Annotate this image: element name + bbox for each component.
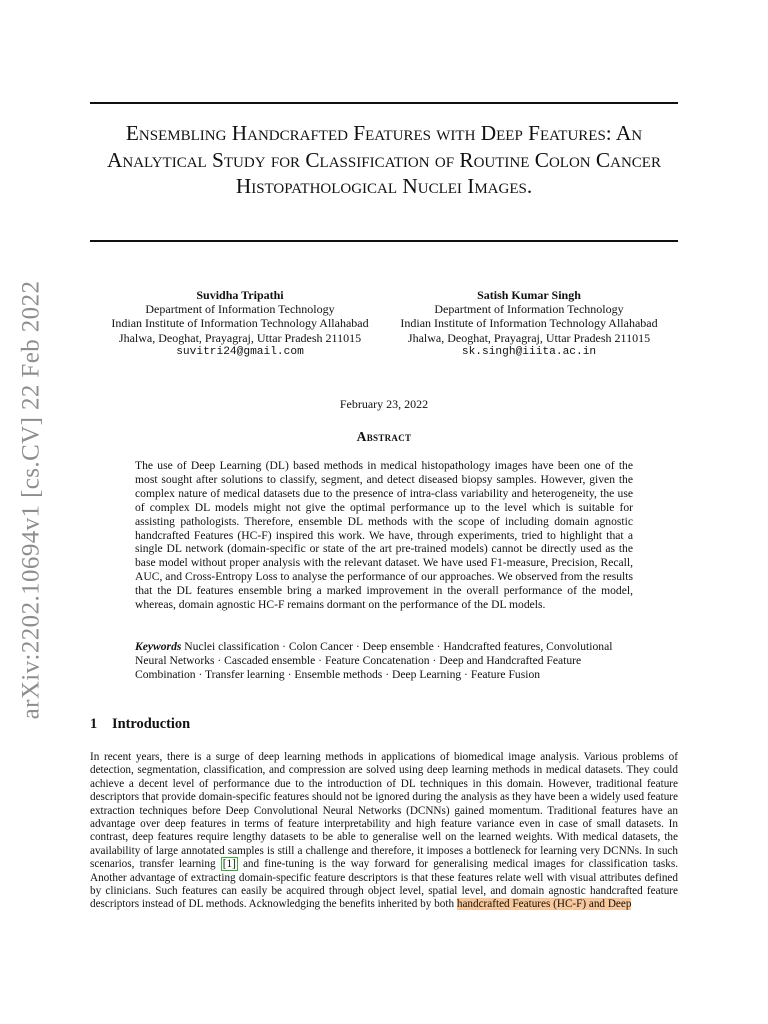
keywords-block <box>135 640 633 682</box>
intro-text-part1: In recent years, there is a surge of deep learning methods in applications of biomedical image analysis. Various problems of detection, segmentation, classification, and compression are solved using deep learning methods in medical datasets. They could achieve a decent level of performance due to the introduction of DL techniques in this domain. However, traditional feature descriptors that provide domain-specific features should not be ignored during the analysis as they have been a widely used feature extraction techniques before Deep Convolutional Neural Networks (DCNNs) gained momentum. Traditional features have an advantage over deep features in terms of feature interpretability and high feature variance even in case of small datasets. In contrast, deep features require lengthy datasets to be able to generalise well on the learned weights. With medical datasets, the availability of large annotated samples is still a challenge and therefore, it imposes a bottleneck for learning very DCNNs. In such scenarios, transfer learning <box>90 751 678 871</box>
intro-paragraph <box>90 751 678 912</box>
keywords-label: Keywords <box>135 640 182 653</box>
arxiv-identifier-text: arXiv:2202.10694v1 [cs.CV] 22 Feb 2022 <box>17 280 44 720</box>
paper-title: Ensembling Handcrafted Features with Deep Features: An Analytical Study for Classification of Routine Colon Cancer Histopathological Nuclei Images. <box>107 121 661 199</box>
section-number: 1 <box>90 716 98 732</box>
author-1-email[interactable]: suvitri24@gmail.com <box>176 345 304 358</box>
intro-text-part2: and fine-tuning is the way forward for generalising medical images for classification tasks. Another advantage of extracting domain-specific feature descriptors is that these features relate well with visual attributes defined by clinicians. Such features can easily be acquired through object level, spatial level, and domain agnostic handcrafted feature descriptors instead of DL methods. Acknowledging the benefits inherited by both <box>90 858 679 911</box>
author-block <box>90 288 678 368</box>
author-2-department: Department of Information Technology <box>434 302 624 317</box>
section-heading <box>90 716 678 733</box>
keywords-list: Nuclei classification · Colon Cancer · Deep ensemble · Handcrafted features, Convolutional Neural Networks · Cascaded ensemble · Feature Concatenation · Deep and Handcrafted Feature Combination · Transfer learning · Ensemble methods · Deep Learning · Feature Fusion <box>135 640 613 681</box>
title-top-rule <box>90 102 678 104</box>
abstract-heading: Abstract <box>356 429 412 444</box>
arxiv-identifier <box>11 270 51 730</box>
title-bottom-rule <box>90 240 678 242</box>
highlighted-text[interactable]: handcrafted Features (HC-F) and Deep <box>456 898 632 911</box>
author-1-address: Jhalwa, Deoghat, Prayagraj, Uttar Pradesh 211015 <box>118 330 362 345</box>
author-2-institution: Indian Institute of Information Technology Allahabad <box>400 316 658 331</box>
section-title: Introduction <box>112 716 191 732</box>
author-2-address: Jhalwa, Deoghat, Prayagraj, Uttar Pradesh 211015 <box>407 330 651 345</box>
citation-link[interactable]: [1] <box>222 858 236 871</box>
author-1-institution: Indian Institute of Information Technology Allahabad <box>111 316 369 331</box>
author-2-name: Satish Kumar Singh <box>477 288 581 302</box>
author-1 <box>90 288 390 359</box>
author-1-department: Department of Information Technology <box>145 302 335 317</box>
abstract-text: The use of Deep Learning (DL) based methods in medical histopathology images have been one of the most sought after solutions to classify, segment, and detect diseased biopsy samples. However, given the complex nature of medical datasets due to the presence of intra-class variability and heterogeneity, the use of complex DL models might not give the optimal performance up to the level which is suitable for assisting pathologists. Therefore, ensemble DL methods with the scope of including domain agnostic handcrafted Features (HC-F) inspired this work. We have, through experiments, tried to highlight that a single DL network (domain-specific or state of the art pre-trained models) cannot be directly used as the base model without proper analysis with the relevant dataset. We have used F1-measure, Precision, Recall, AUC, and Cross-Entropy Loss to analyse the performance of our approaches. We observed from the results that the DL features ensemble bring a marked improvement in the overall performance of the model, whereas, domain agnostic HC-F remains dormant on the performance of the DL models. <box>135 459 633 612</box>
author-1-name: Suvidha Tripathi <box>196 288 284 302</box>
paper-date: February 23, 2022 <box>339 397 429 411</box>
author-2 <box>380 288 678 359</box>
author-2-email[interactable]: sk.singh@iiita.ac.in <box>461 345 597 358</box>
